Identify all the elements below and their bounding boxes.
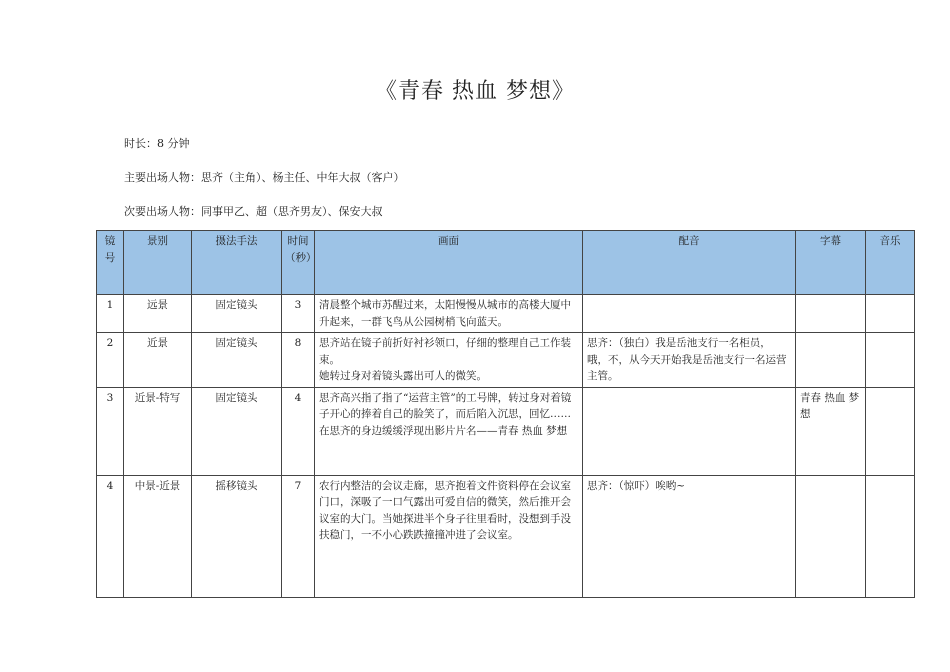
- header-time: 时间（秒）: [282, 231, 315, 295]
- cell-subtitle: [796, 475, 866, 597]
- cell-picture: [315, 333, 583, 388]
- cell-voice: 思齐：（惊吓）唉哟~: [583, 475, 796, 597]
- header-scene: 景别: [124, 231, 192, 295]
- cell-music: [866, 387, 915, 475]
- secondary-cast-label: 次要出场人物：: [124, 205, 201, 218]
- header-shot: 镜号: [97, 231, 124, 295]
- storyboard-table: [96, 230, 915, 598]
- picture-line: 农行内整洁的会议走廊，思齐抱着文件资料停在会议室门口，深吸了一口气露出可爱自信的微笑，然后推开会议室的大门。当她探进半个身子往里看时，没想到手没扶稳门，一不小心跌跌撞撞冲进了会议室。: [319, 479, 571, 541]
- duration-label: 时长：: [124, 137, 157, 150]
- cell-technique: 固定镜头: [192, 333, 282, 388]
- cell-picture: [315, 475, 583, 597]
- table-row: [97, 333, 915, 388]
- cell-subtitle: 青春 热血 梦想: [796, 387, 866, 475]
- cell-scene: 中景-近景: [124, 475, 192, 597]
- cell-scene: 近景-特写: [124, 387, 192, 475]
- table-row: [97, 387, 915, 475]
- cell-picture: [315, 295, 583, 333]
- picture-line: 她转过身对着镜头露出可人的微笑。: [319, 370, 487, 382]
- cell-subtitle: [796, 333, 866, 388]
- cell-technique: 固定镜头: [192, 295, 282, 333]
- cell-shot: 2: [97, 333, 124, 388]
- cell-subtitle: [796, 295, 866, 333]
- cell-voice: [583, 295, 796, 333]
- header-technique: 摄法手法: [192, 231, 282, 295]
- header-picture: 画面: [315, 231, 583, 295]
- cell-shot: 4: [97, 475, 124, 597]
- cell-music: [866, 333, 915, 388]
- main-cast-value: 思齐（主角）、杨主任、中年大叔（客户）: [201, 171, 405, 184]
- cell-shot: 1: [97, 295, 124, 333]
- cell-time: 3: [282, 295, 315, 333]
- cell-shot: 3: [97, 387, 124, 475]
- cell-voice: 思齐：（独白）我是岳池支行一名柜员，哦，不，从今天开始我是岳池支行一名运营主管。: [583, 333, 796, 388]
- cell-scene: 远景: [124, 295, 192, 333]
- cell-voice: [583, 387, 796, 475]
- main-cast-label: 主要出场人物：: [124, 171, 201, 184]
- cell-scene: 近景: [124, 333, 192, 388]
- picture-line: 思齐高兴指了指了“运营主管”的工号牌，转过身对着镜子开心的捧着自己的脸笑了，而后陷入沉思，回忆……: [319, 391, 572, 420]
- cell-technique: 固定镜头: [192, 387, 282, 475]
- table-row: [97, 475, 915, 597]
- picture-line: 思齐站在镜子前折好衬衫领口，仔细的整理自己工作装束。: [319, 337, 571, 366]
- header-subtitle: 字幕: [796, 231, 866, 295]
- duration-line: [124, 135, 190, 151]
- picture-line: 清晨整个城市苏醒过来，太阳慢慢从城市的高楼大厦中升起来，一群飞鸟从公园树梢飞向蓝天。: [319, 299, 571, 328]
- cell-picture: [315, 387, 583, 475]
- duration-value: 8 分钟: [157, 137, 190, 150]
- secondary-cast-value: 同事甲乙、超（思齐男友）、保安大叔: [201, 205, 383, 218]
- main-cast-line: [124, 169, 405, 185]
- picture-line: 在思齐的身边缓缓浮现出影片片名——青春 热血 梦想: [319, 424, 568, 437]
- header-music: 音乐: [866, 231, 915, 295]
- cell-music: [866, 475, 915, 597]
- cell-technique: 摇移镜头: [192, 475, 282, 597]
- table-row: [97, 295, 915, 333]
- secondary-cast-line: [124, 203, 383, 219]
- cell-music: [866, 295, 915, 333]
- table-header-row: [97, 231, 915, 295]
- cell-time: 8: [282, 333, 315, 388]
- header-voice: 配音: [583, 231, 796, 295]
- document-title: 《青春 热血 梦想》: [375, 79, 575, 104]
- cell-time: 7: [282, 475, 315, 597]
- cell-time: 4: [282, 387, 315, 475]
